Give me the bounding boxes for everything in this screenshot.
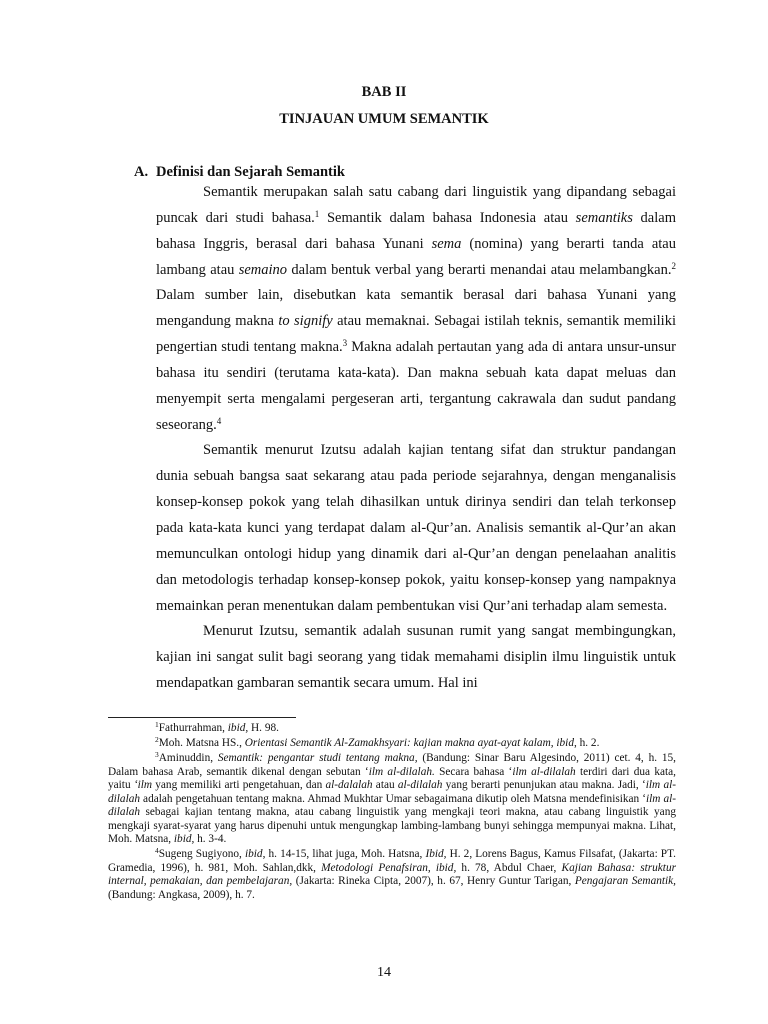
italic-term: semantiks bbox=[575, 209, 633, 226]
footnote-ref: 3 bbox=[342, 338, 348, 349]
text-span: H. 98. bbox=[248, 722, 279, 734]
text-span: H. 2, Lorens Bagus, Kamus Filsafat, (Jakarta: PT. Gramedia, 1996), h. 981, Moh. Sahlan,dkk, bbox=[108, 848, 676, 874]
footnote-2 bbox=[108, 737, 676, 751]
text-span: (Bandung: Sinar Baru Algesindo, 2011) cet. 4, h. 15, Dalam bahasa Arab, semantik dikenal dengan sebutan ‘ bbox=[108, 752, 676, 778]
footnote-separator bbox=[108, 717, 296, 718]
italic-term: to signify bbox=[278, 313, 333, 330]
italic-term: ilm al-dilalah bbox=[512, 765, 576, 778]
footnote-ref: 4 bbox=[216, 415, 222, 426]
text-span: Semantik dalam bahasa Indonesia atau bbox=[319, 209, 576, 226]
chapter-number: BAB II bbox=[361, 84, 407, 100]
italic-term: Pengajaran Semantik, bbox=[574, 875, 676, 887]
text-span: , h. 2. bbox=[573, 737, 600, 749]
text-span: Secara bahasa ‘ bbox=[434, 765, 513, 778]
text-span: h. 3-4. bbox=[194, 833, 227, 845]
footnote-number: 2 bbox=[155, 735, 159, 744]
text-span: yang berarti penunjukan atau makna. Jadi, ‘ bbox=[442, 779, 646, 791]
italic-term: Metodologi Penafsiran, ibid, bbox=[321, 861, 457, 874]
text-span: terdiri dari dua kata, yaitu bbox=[108, 765, 676, 791]
section-letter: A. bbox=[134, 164, 149, 180]
text-span: h. 78, Abdul Chaer, bbox=[456, 861, 562, 874]
footnote-ref: 1 bbox=[314, 208, 320, 219]
text-span: Semantik merupakan salah satu cabang dari linguistik yang dipandang sebagai puncak dari studi bahasa. bbox=[156, 184, 676, 226]
paragraph-3: Menurut Izutsu, semantik adalah susunan rumit yang sangat membingungkan, kajian ini sangat sulit bagi seorang yang tidak memahami disiplin ilmu linguistik untuk mendapatkan gambaran semantik secara umum. Hal ini bbox=[156, 623, 676, 692]
footnote-ref: 2 bbox=[671, 260, 676, 271]
text-span: Dalam sumber lain, disebutkan kata semantik berasal dari bahasa Yunani yang mengandung makna bbox=[156, 287, 676, 330]
footnote-1 bbox=[108, 722, 676, 736]
text-span: Moh. Matsna HS., bbox=[158, 737, 245, 749]
italic-term: semaino bbox=[238, 261, 288, 278]
text-span: , h. 14-15, lihat juga, Moh. Hatsna, bbox=[262, 848, 426, 860]
text-span: atau bbox=[372, 779, 398, 791]
section-heading-text: Definisi dan Sejarah Semantik bbox=[156, 164, 345, 180]
italic-term: ibid, bbox=[227, 722, 249, 734]
italic-term: Ibid, bbox=[425, 848, 447, 860]
paragraph-1 bbox=[156, 180, 676, 438]
text-span: Makna adalah pertautan yang ada di antara unsur-unsur bahasa itu sendiri (terutama kata-kata). Dan makna sebuah kata dapat meluas dan menyempit serta mengalami pergeseran arti, tergantung cakrawala dan sudut pandang seseorang. bbox=[156, 339, 676, 433]
text-span: atau memaknai. Sebagai istilah teknis, semantik memiliki pengertian studi tentang makna. bbox=[156, 313, 676, 356]
text-span: yang memiliki arti pengetahuan, dan bbox=[152, 779, 326, 791]
text-span: (Jakarta: Rineka Cipta, 2007), h. 67, Henry Guntur Tarigan, bbox=[292, 875, 575, 887]
text-span: Sugeng Sugiyono, bbox=[158, 848, 245, 860]
section-heading bbox=[134, 164, 345, 180]
italic-term: al-dalalah bbox=[325, 779, 373, 791]
italic-term: ibid, bbox=[173, 833, 195, 845]
italic-term: ilm al-dilalah bbox=[108, 779, 676, 805]
body-text bbox=[156, 180, 676, 697]
paragraph-2: Semantik menurut Izutsu adalah kajian tentang sifat dan struktur pandangan dunia sebuah bangsa saat sekarang atau pada periode sejarahnya, dengan menganalisis konsep-konsep pokok yang telah dihasilkan untuk dirinya sendiri dan telah terkonsep pada kata-kata kunci yang terdapat dalam al-Qur’an. Analisis semantik al-Qur’an akan memunculkan ontologi hidup yang dinamik dari al-Qur’an dengan penelaahan analitis dan metodologis terhadap konsep-konsep pokok, yaitu konsep-konsep yang nampaknya memainkan peran menentukan dalam pembentukan visi Qur’ani terhadap alam semesta. bbox=[156, 442, 676, 614]
text-span: Fathurrahman, bbox=[158, 722, 228, 734]
footnote-number: 1 bbox=[155, 720, 159, 729]
footnotes bbox=[108, 722, 676, 904]
text-span: Aminuddin, bbox=[158, 752, 218, 764]
italic-term: ilm al-dilalah. bbox=[368, 765, 435, 778]
chapter-title: TINJAUAN UMUM SEMANTIK bbox=[279, 111, 489, 127]
footnote-number: 4 bbox=[155, 846, 159, 855]
italic-term: ilm al-dilalah bbox=[108, 792, 677, 818]
italic-term: Kajian Bahasa: struktur internal, pemakaian, dan pembelajaran, bbox=[108, 861, 676, 887]
italic-term: ibid bbox=[244, 848, 263, 860]
italic-term: sema bbox=[431, 235, 462, 252]
text-span: (Bandung: Angkasa, 2009), h. 7. bbox=[108, 888, 255, 901]
italic-term: Orientasi Semantik Al-Zamakhsyari: kajian makna ayat-ayat kalam, ibid bbox=[244, 737, 574, 749]
text-span: sebagai kajian tentang makna, atau cabang linguistik yang mengkaji teori makna, atau cabang linguistik yang mengkaji syarat-syarat yang harus dipenuhi untuk mengungkap lambing-lambang bunyi sehingga mempunyai makna. Lihat, Moh. Matsna, bbox=[108, 806, 676, 845]
footnote-4 bbox=[108, 848, 676, 902]
text-span: adalah pengetahuan tentang makna. Ahmad Mukhtar Umar sebagaimana dikutip oleh Matsna mendefinisikan ‘ bbox=[140, 792, 646, 805]
footnote-number: 3 bbox=[155, 750, 159, 759]
text-span: dalam bentuk verbal yang berarti menandai atau melambangkan. bbox=[287, 261, 672, 278]
text-span: (nomina) yang berarti tanda atau lambang atau bbox=[156, 235, 676, 278]
text-span: dalam bahasa Inggris, berasal dari bahasa Yunani bbox=[156, 209, 676, 252]
italic-term: ‘ilm bbox=[133, 779, 153, 791]
page-number: 14 bbox=[377, 965, 391, 980]
italic-term: al-dilalah bbox=[397, 779, 443, 791]
italic-term: Semantik: pengantar studi tentang makna, bbox=[217, 752, 418, 764]
footnote-3 bbox=[108, 752, 676, 847]
